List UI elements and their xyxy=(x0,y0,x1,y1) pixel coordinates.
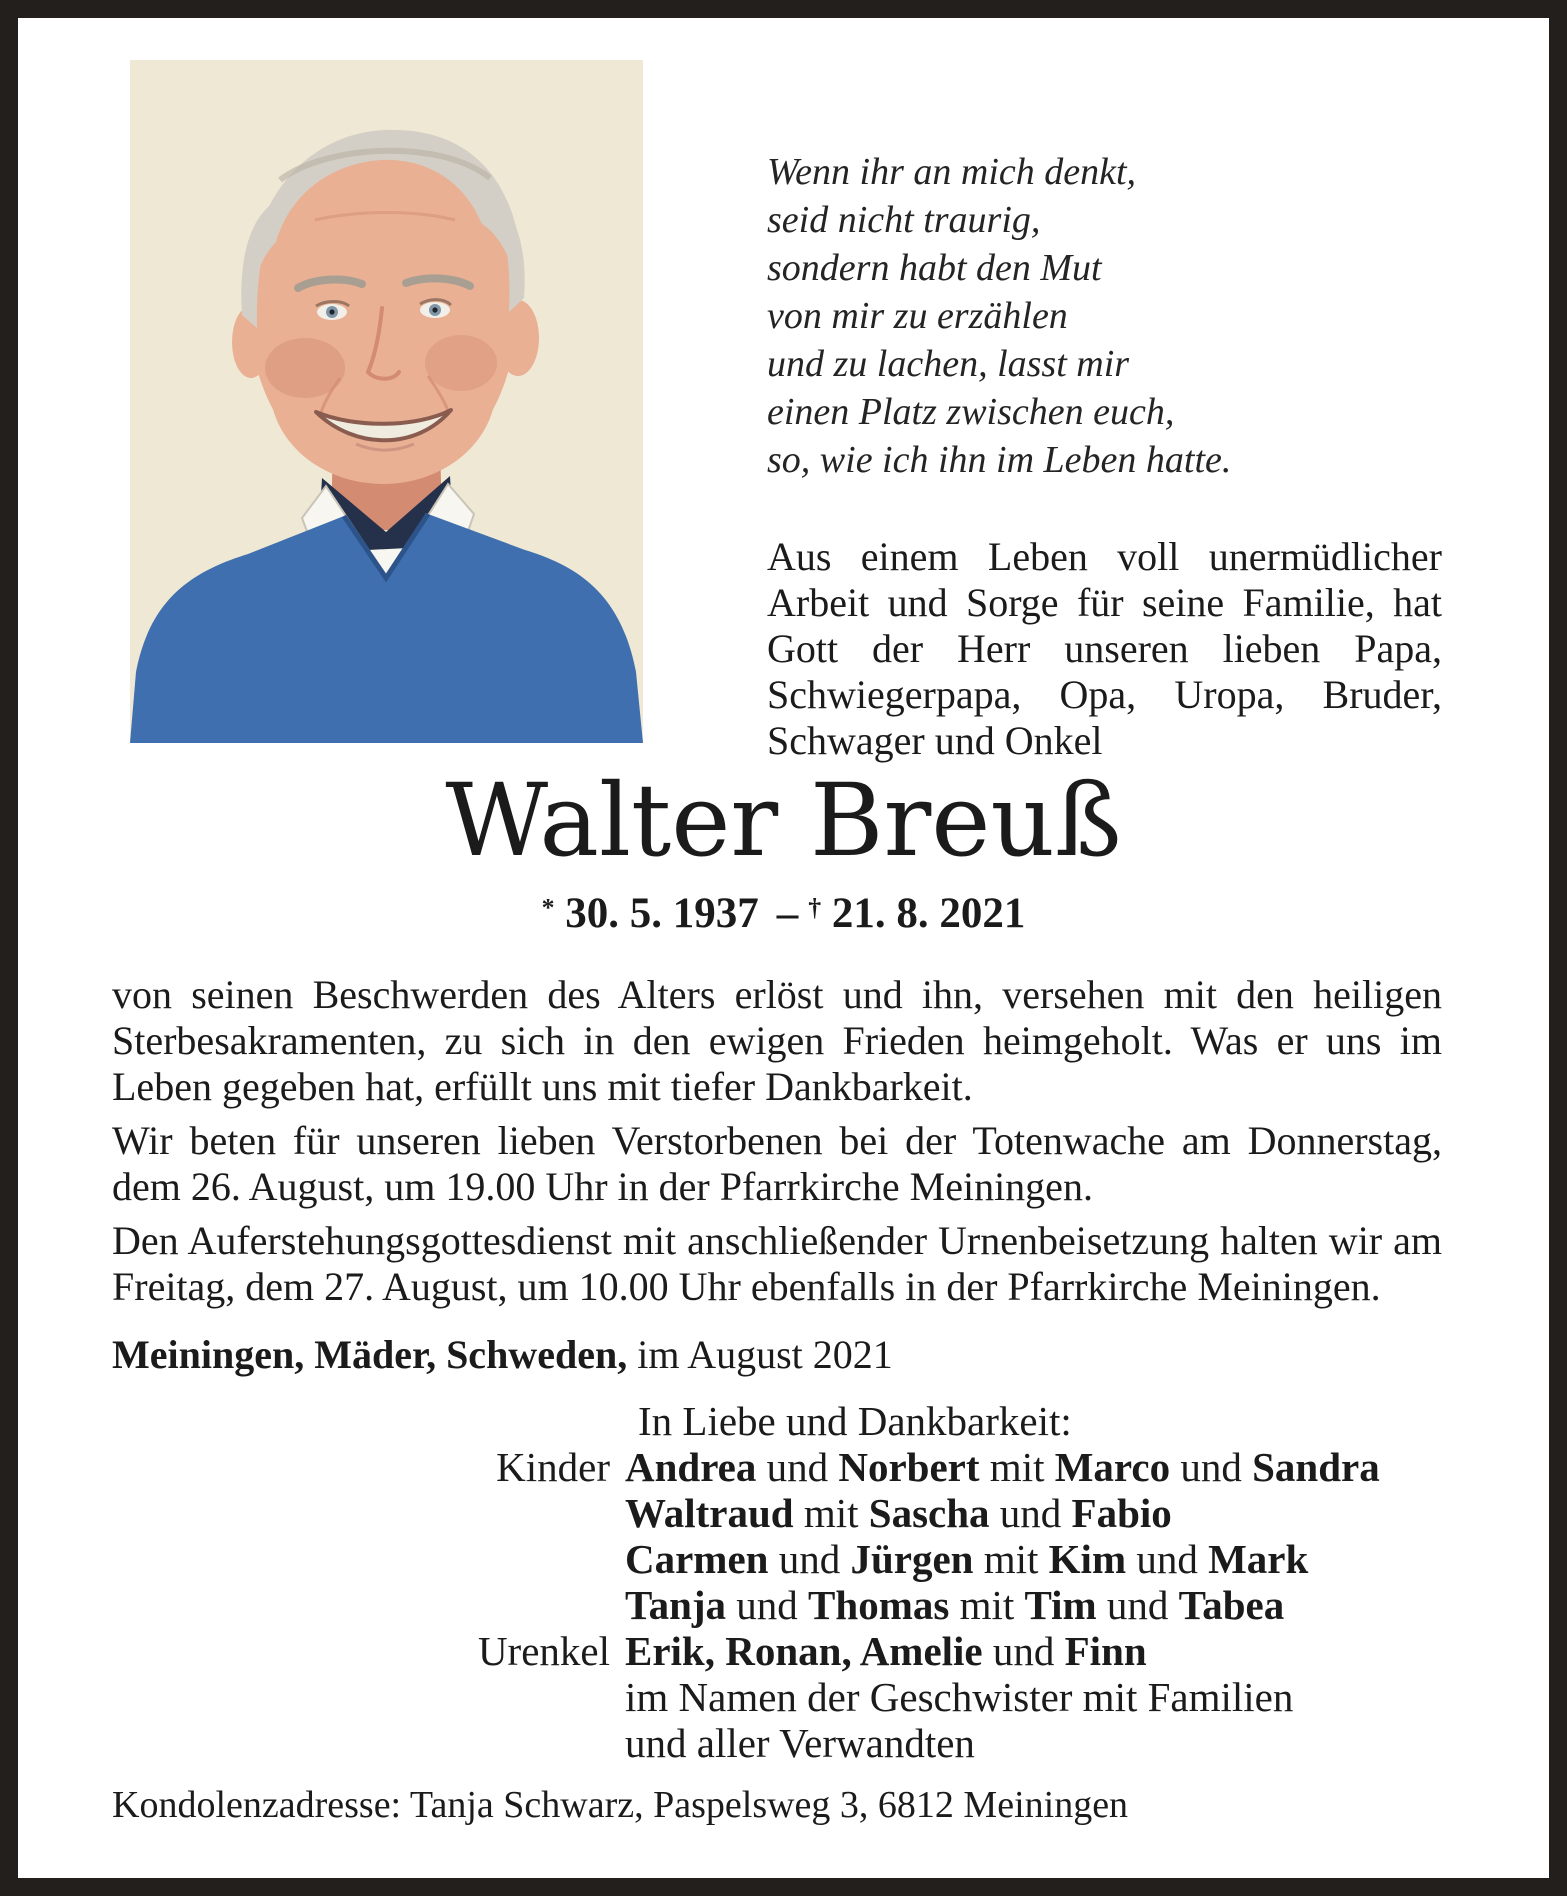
family-connector-text: im Namen der Geschwister mit Familien xyxy=(625,1673,1294,1720)
family-connector-text: und xyxy=(756,1443,839,1490)
family-member-name: Andrea xyxy=(625,1443,757,1490)
poem-line: von mir zu erzählen xyxy=(767,295,1068,337)
death-cross-symbol: † xyxy=(808,892,822,921)
obituary-page xyxy=(18,18,1549,1878)
family-row xyxy=(112,1674,1549,1720)
family-row-label xyxy=(112,1674,625,1720)
family-member-name: Carmen xyxy=(625,1535,769,1582)
family-member-name: Tabea xyxy=(1178,1581,1285,1628)
poem-line: Wenn ihr an mich denkt, xyxy=(767,151,1137,193)
birth-date-group xyxy=(542,890,759,937)
family-member-name: Tanja xyxy=(625,1581,727,1628)
family-connector-text: und xyxy=(989,1489,1072,1536)
family-row-label xyxy=(112,1536,625,1582)
place-date-line xyxy=(112,1332,1442,1378)
family-member-name: Erik, Ronan, Amelie xyxy=(625,1627,983,1674)
family-row xyxy=(112,1536,1549,1582)
top-section xyxy=(130,60,1549,764)
condolence-line: Kondolenzadresse: Tanja Schwarz, Paspelsweg 3, 6812 Meiningen xyxy=(112,1783,1129,1826)
poem-line: und zu lachen, lasst mir xyxy=(767,343,1130,385)
closing-block xyxy=(112,1398,1549,1766)
family-connector-text: mit xyxy=(979,1443,1055,1490)
body-text xyxy=(112,972,1442,1378)
portrait-photo xyxy=(130,60,643,743)
intro-paragraph: Aus einem Leben voll unermüdlicher Arbeit und Sorge für seine Familie, hat Gott der Herr unseren lieben Papa, Schwiegerpapa, Opa, Uropa, Bruder, Schwager und Onkel xyxy=(767,534,1442,763)
family-member-name: Sascha xyxy=(868,1489,990,1536)
family-member-name: Mark xyxy=(1208,1535,1309,1582)
family-member-name: Norbert xyxy=(838,1443,980,1490)
family-member-name: Kim xyxy=(1048,1535,1127,1582)
family-connector-text: mit xyxy=(949,1581,1025,1628)
poem-line: einen Platz zwischen euch, xyxy=(767,391,1175,433)
birth-star-symbol: * xyxy=(541,892,555,921)
family-member-name: Finn xyxy=(1064,1627,1147,1674)
family-member-name: Waltraud xyxy=(625,1489,794,1536)
body-paragraph-1: von seinen Beschwerden des Alters erlöst und ihn, versehen mit den heiligen Sterbesakramenten, zu sich in den ewigen Frieden heimgeholt. Was er uns im Leben gegeben hat, erfüllt uns mit tiefer Dankbarkeit. xyxy=(112,971,1442,1109)
family-connector-text: und xyxy=(982,1627,1065,1674)
family-row xyxy=(112,1628,1549,1674)
family-connector-text: und xyxy=(1170,1443,1253,1490)
place-names: Meiningen, Mäder, Schweden, xyxy=(112,1331,628,1377)
memorial-poem xyxy=(767,148,1442,484)
body-paragraph-3: Den Auferstehungsgottesdienst mit anschließender Urnenbeisetzung halten wir am Freitag, dem 27. August, um 10.00 Uhr ebenfalls in der Pfarrkirche Meiningen. xyxy=(112,1217,1442,1309)
family-member-name: Sandra xyxy=(1252,1443,1380,1490)
family-row-names xyxy=(625,1720,1549,1766)
life-dates xyxy=(18,883,1549,938)
family-connector-text: mit xyxy=(793,1489,869,1536)
family-row-names xyxy=(625,1582,1549,1628)
dates-separator: – xyxy=(776,889,799,937)
closing-intro: In Liebe und Dankbarkeit: xyxy=(638,1397,1072,1444)
family-row-label xyxy=(112,1720,625,1766)
family-list xyxy=(112,1444,1549,1766)
family-member-name: Tim xyxy=(1024,1581,1097,1628)
family-row-names xyxy=(625,1674,1549,1720)
family-connector-text: und xyxy=(1096,1581,1179,1628)
family-row-names xyxy=(625,1490,1549,1536)
poem-line: sondern habt den Mut xyxy=(767,247,1102,289)
place-month-year: im August 2021 xyxy=(627,1331,893,1377)
death-date-group xyxy=(808,890,1025,937)
family-row xyxy=(112,1720,1549,1766)
family-row-label: Urenkel xyxy=(477,1627,610,1674)
birth-date: 30. 5. 1937 xyxy=(565,889,759,937)
poem-line: so, wie ich ihn im Leben hatte. xyxy=(767,439,1232,481)
family-member-name: Jürgen xyxy=(850,1535,974,1582)
family-connector-text: mit xyxy=(973,1535,1049,1582)
family-member-name: Marco xyxy=(1054,1443,1171,1490)
portrait-illustration xyxy=(130,60,643,743)
family-connector-text: und xyxy=(768,1535,851,1582)
family-member-name: Thomas xyxy=(808,1581,950,1628)
family-connector-text: und xyxy=(726,1581,809,1628)
death-date: 21. 8. 2021 xyxy=(831,889,1026,937)
family-row xyxy=(112,1444,1549,1490)
family-member-name: Fabio xyxy=(1071,1489,1172,1536)
family-row-names xyxy=(625,1444,1549,1490)
family-row-label: Kinder xyxy=(496,1443,610,1490)
poem-line: seid nicht traurig, xyxy=(767,199,1041,241)
family-connector-text: und xyxy=(1126,1535,1209,1582)
deceased-name: Walter Breuß xyxy=(445,762,1122,879)
family-row-names xyxy=(625,1536,1549,1582)
family-row xyxy=(112,1582,1549,1628)
body-paragraph-2: Wir beten für unseren lieben Verstorbenen bei der Totenwache am Donnerstag, dem 26. August, um 19.00 Uhr in der Pfarrkirche Meiningen. xyxy=(112,1117,1442,1209)
family-row xyxy=(112,1490,1549,1536)
family-connector-text: und aller Verwandten xyxy=(625,1719,975,1766)
family-row-label xyxy=(112,1490,625,1536)
family-row-names xyxy=(625,1628,1549,1674)
right-column xyxy=(767,60,1442,764)
family-row-label xyxy=(112,1582,625,1628)
